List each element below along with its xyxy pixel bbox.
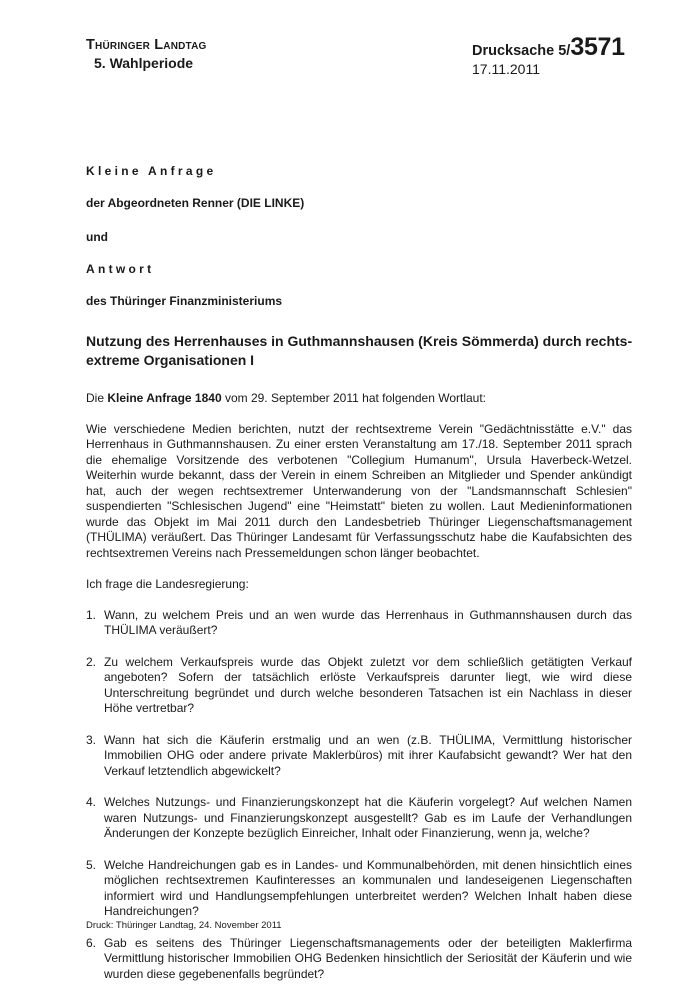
drucksache-number: 3571 xyxy=(570,33,625,61)
question-intro: Ich frage die Landesregierung: xyxy=(86,577,249,591)
and-line: und xyxy=(86,230,108,244)
antwort-heading: Antwort xyxy=(86,262,155,276)
question-number: 6. xyxy=(86,935,97,950)
question-number: 4. xyxy=(86,795,97,809)
question-text: Welche Handreichungen gab es in Landes- und Kommunalbehörden, mit denen hinsichtlich eines möglichen rechtsextremen Kaufinteresses an kommunalen und landeseigenen Liegenschaften informiert wird und Handlungsempfehlungen unterbreitet werden? Welchen Inhalt haben diese Handreichungen? xyxy=(104,857,632,918)
header-left xyxy=(86,36,207,72)
drucksache-date: 17.11.2011 xyxy=(472,61,540,77)
document-body xyxy=(86,391,632,998)
question-item xyxy=(86,858,632,920)
question-text: Welches Nutzungs- und Finanzierungskonzept hat die Käuferin vorgelegt? Auf welchen Namen waren Nutzungs- und Finanzierungskonzept ausgestellt? Gab es im Laufe der Verhandlungen Änderungen der Konzepte bezüglich Einreicher, Inhalt oder Finanzierung, wenn ja, welche? xyxy=(104,795,632,840)
question-item xyxy=(86,655,632,717)
question-number: 1. xyxy=(86,607,97,622)
question-item xyxy=(86,936,632,983)
organization-name: Thüringer Landtag xyxy=(86,37,207,53)
drucksache-label: Drucksache 5/ xyxy=(472,43,571,59)
question-text: Gab es seitens des Thüringer Liegenschaftsmanagements oder der beteiligten Maklerfirma Vermittlung historischer Immobilien OHG Bedenken hinsichtlich der Seriosität der Käuferin und wie wurden diese gegebenenfalls begründet? xyxy=(104,935,632,981)
question-number: 2. xyxy=(86,654,97,669)
legislative-period: 5. Wahlperiode xyxy=(94,55,194,71)
question-text: Wann hat sich die Käuferin erstmalig und an wen (z.B. THÜLIMA, Vermittlung historischer Immobilien OHG oder andere private Maklerbüros) mit ihrer Kaufabsicht gewandt? Wer hat den Verkauf letztendlich abgewickelt? xyxy=(104,732,632,778)
header-right xyxy=(472,33,625,76)
question-item xyxy=(86,733,632,780)
intro-pre: Die xyxy=(86,391,108,405)
kleine-anfrage-heading: Kleine Anfrage xyxy=(86,164,217,178)
question-number: 5. xyxy=(86,857,97,872)
anfrage-number: Kleine Anfrage 1840 xyxy=(107,391,222,405)
intro-post: vom 29. September 2011 hat folgenden Wortlaut: xyxy=(221,391,487,405)
question-item xyxy=(86,608,632,639)
ministry-line: des Thüringer Finanzministeriums xyxy=(86,294,283,308)
question-text: Wann, zu welchem Preis und an wen wurde das Herrenhaus in Guthmannshausen durch das THÜLIMA veräußert? xyxy=(104,607,632,637)
question-text: Zu welchem Verkaufspreis wurde das Objekt zuletzt vor dem schließlich getätigten Verkauf angeboten? Sofern der tatsächlich erlöste Verkaufspreis darunter liegt, wie wird diese Unterschreitung begründet und durch welche besonderen Tatsachen ist ein Nachlass in dieser Höhe vertretbar? xyxy=(104,654,632,715)
question-item xyxy=(86,795,632,842)
print-footer: Druck: Thüringer Landtag, 24. November 2011 xyxy=(86,920,282,931)
main-paragraph: Wie verschiedene Medien berichten, nutzt der rechtsextreme Verein "Gedächtnisstätte e.V." das Herrenhaus in Guthmannshausen. Zu einer ersten Veranstaltung am 17./18. September 2011 sprach die ehemalige Vorsitzende des verbotenen "Collegium Humanum", Ursula Haverbeck-Wetzel. Weiterhin wurde bekannt, dass der Verein in einem Schreiben an Mitglieder und Spender ankündigt hat, auch der wegen rechtsextremer Unterwanderung von der "Landsmannschaft Schlesien" suspendierten "Schlesischen Jugend" eine "Heimstatt" bieten zu wollen. Laut Medieninformationen wurde das Objekt im Mai 2011 durch den Landesbetrieb Thüringer Liegenschaftsmanagement (THÜLIMA) veräußert. Das Thüringer Landesamt für Verfassungsschutz habe die Kaufabsichten des rechtsextremen Vereins nach Pressemeldungen schon länger beobachtet. xyxy=(86,421,632,560)
member-line: der Abgeordneten Renner (DIE LINKE) xyxy=(86,196,305,210)
document-title: Nutzung des Herrenhauses in Guthmannshausen (Kreis Sömmerda) durch rechts-extreme Organisationen I xyxy=(86,333,633,368)
wortlaut-intro xyxy=(86,391,632,407)
question-number: 3. xyxy=(86,732,97,747)
